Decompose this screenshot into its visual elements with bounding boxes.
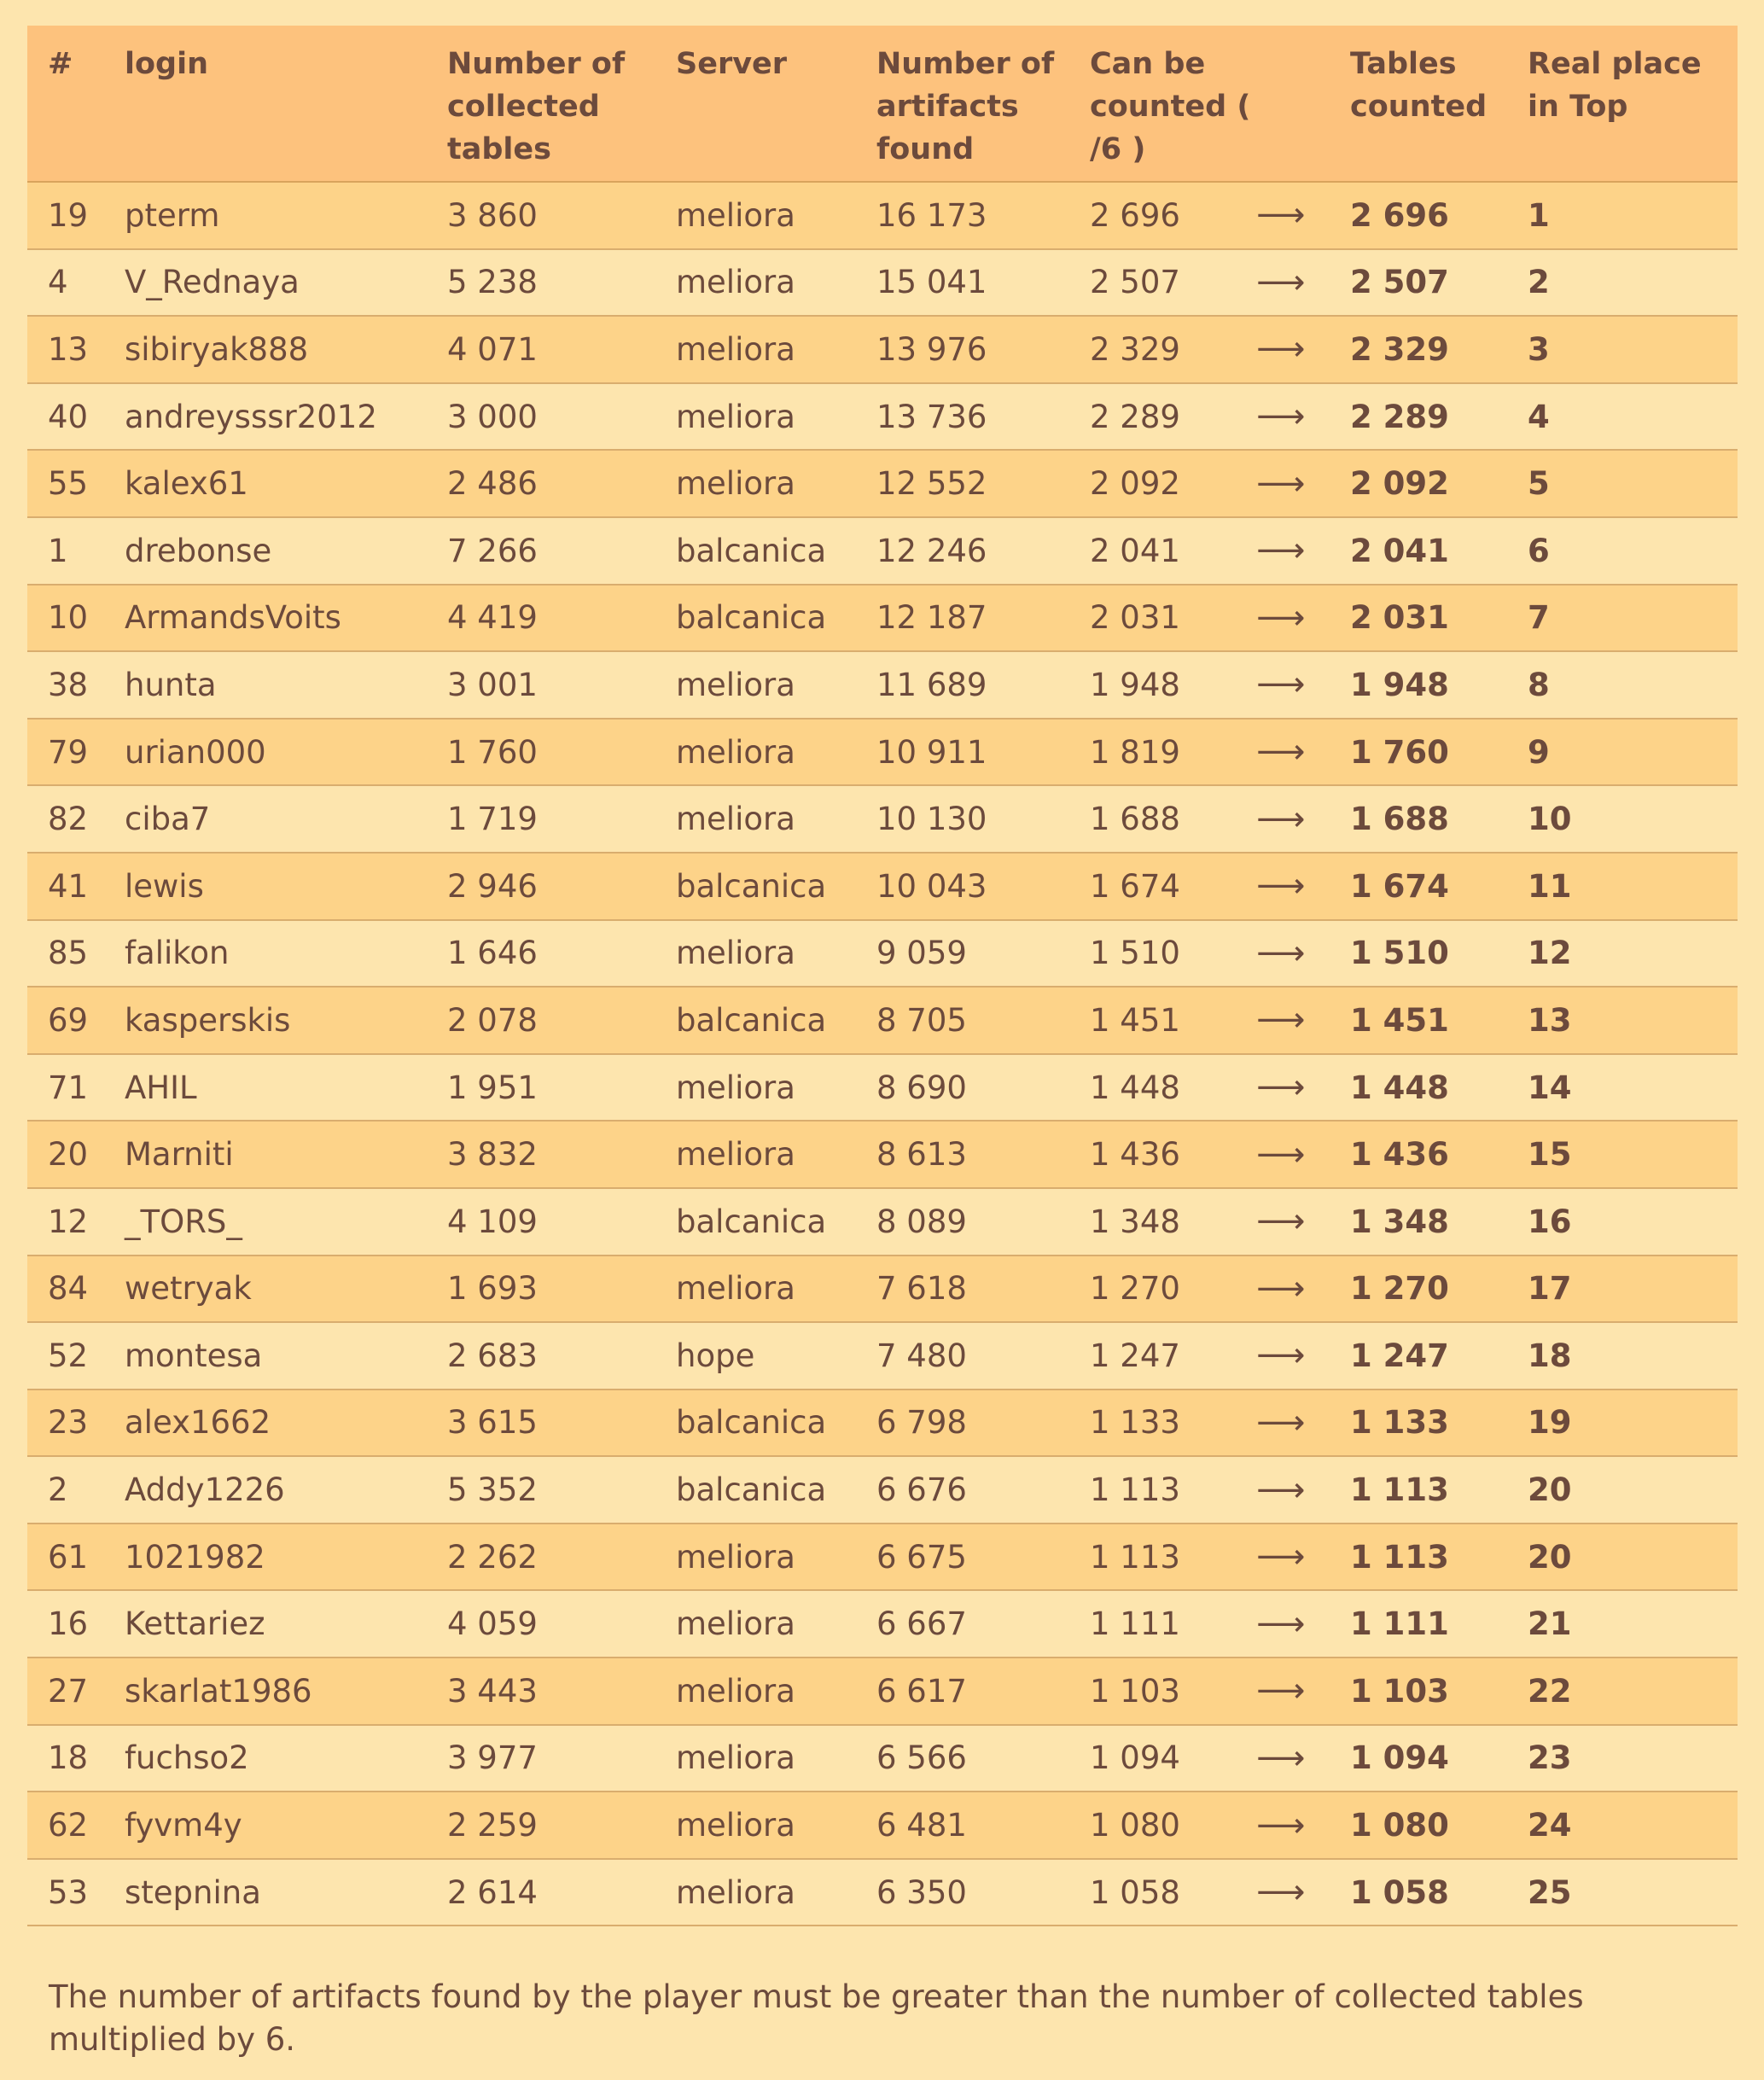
- can-be-counted: 2 031: [1090, 585, 1256, 652]
- artifacts-found: 10 043: [876, 853, 1090, 920]
- row-number: 27: [27, 1658, 125, 1725]
- table-row: [27, 719, 1738, 786]
- login: drebonse: [125, 517, 447, 585]
- can-be-counted: 2 329: [1090, 316, 1256, 383]
- tables-counted: 1 760: [1350, 719, 1528, 786]
- can-be-counted: 1 113: [1090, 1524, 1256, 1591]
- real-place: 5: [1528, 450, 1738, 517]
- tables-counted: 1 111: [1350, 1590, 1528, 1658]
- login: ciba7: [125, 785, 447, 853]
- server: meliora: [676, 1256, 876, 1323]
- tables-counted: 1 448: [1350, 1054, 1528, 1122]
- table-row: [27, 1725, 1738, 1792]
- arrow-icon: ⟶: [1256, 719, 1350, 786]
- login: stepnina: [125, 1859, 447, 1926]
- server: meliora: [676, 1054, 876, 1122]
- column-header: Tables counted: [1350, 26, 1528, 182]
- artifacts-found: 7 480: [876, 1322, 1090, 1390]
- server: meliora: [676, 651, 876, 719]
- table-row: [27, 1456, 1738, 1524]
- row-number: 85: [27, 920, 125, 988]
- can-be-counted: 1 111: [1090, 1590, 1256, 1658]
- collected-tables: 5 352: [447, 1456, 676, 1524]
- collected-tables: 1 951: [447, 1054, 676, 1122]
- row-number: 61: [27, 1524, 125, 1591]
- artifacts-found: 8 089: [876, 1188, 1090, 1256]
- arrow-icon: ⟶: [1256, 651, 1350, 719]
- table-row: [27, 1524, 1738, 1591]
- row-number: 41: [27, 853, 125, 920]
- collected-tables: 1 760: [447, 719, 676, 786]
- column-header: Can be counted ( /6 ): [1090, 26, 1256, 182]
- collected-tables: 2 683: [447, 1322, 676, 1390]
- artifacts-found: 6 676: [876, 1456, 1090, 1524]
- server: meliora: [676, 719, 876, 786]
- table-row: [27, 1121, 1738, 1188]
- real-place: 20: [1528, 1456, 1738, 1524]
- collected-tables: 7 266: [447, 517, 676, 585]
- table-row: [27, 920, 1738, 988]
- collected-tables: 2 262: [447, 1524, 676, 1591]
- collected-tables: 4 419: [447, 585, 676, 652]
- login: sibiryak888: [125, 316, 447, 383]
- artifacts-found: 15 041: [876, 249, 1090, 317]
- arrow-icon: ⟶: [1256, 1256, 1350, 1323]
- real-place: 20: [1528, 1524, 1738, 1591]
- tables-counted: 1 510: [1350, 920, 1528, 988]
- table-row: [27, 1188, 1738, 1256]
- can-be-counted: 2 289: [1090, 383, 1256, 451]
- row-number: 16: [27, 1590, 125, 1658]
- server: balcanica: [676, 1390, 876, 1457]
- arrow-icon: ⟶: [1256, 920, 1350, 988]
- arrow-icon: ⟶: [1256, 1658, 1350, 1725]
- arrow-icon: ⟶: [1256, 785, 1350, 853]
- tables-counted: 2 041: [1350, 517, 1528, 585]
- can-be-counted: 1 674: [1090, 853, 1256, 920]
- column-header: Server: [676, 26, 876, 182]
- arrow-icon: ⟶: [1256, 517, 1350, 585]
- login: kalex61: [125, 450, 447, 517]
- can-be-counted: 1 348: [1090, 1188, 1256, 1256]
- real-place: 10: [1528, 785, 1738, 853]
- column-header: Number of collected tables: [447, 26, 676, 182]
- collected-tables: 2 078: [447, 987, 676, 1054]
- table-row: [27, 450, 1738, 517]
- artifacts-found: 6 798: [876, 1390, 1090, 1457]
- artifacts-found: 10 911: [876, 719, 1090, 786]
- footnote: The number of artifacts found by the player must be greater than the number of collected tables multiplied by 6.: [49, 1978, 1584, 2058]
- can-be-counted: 1 688: [1090, 785, 1256, 853]
- table-row: [27, 1590, 1738, 1658]
- real-place: 21: [1528, 1590, 1738, 1658]
- artifacts-found: 8 690: [876, 1054, 1090, 1122]
- row-number: 12: [27, 1188, 125, 1256]
- table-body: [27, 182, 1738, 1926]
- real-place: 14: [1528, 1054, 1738, 1122]
- server: balcanica: [676, 853, 876, 920]
- server: balcanica: [676, 987, 876, 1054]
- real-place: 15: [1528, 1121, 1738, 1188]
- tables-counted: 1 058: [1350, 1859, 1528, 1926]
- real-place: 9: [1528, 719, 1738, 786]
- login: AHIL: [125, 1054, 447, 1122]
- artifacts-found: 10 130: [876, 785, 1090, 853]
- can-be-counted: 1 058: [1090, 1859, 1256, 1926]
- table-row: [27, 182, 1738, 249]
- login: 1021982: [125, 1524, 447, 1591]
- table-row: [27, 1054, 1738, 1122]
- row-number: 69: [27, 987, 125, 1054]
- collected-tables: 3 443: [447, 1658, 676, 1725]
- collected-tables: 3 977: [447, 1725, 676, 1792]
- tables-counted: 1 080: [1350, 1792, 1528, 1859]
- header-row: [27, 26, 1738, 182]
- table-row: [27, 1322, 1738, 1390]
- can-be-counted: 2 092: [1090, 450, 1256, 517]
- tables-counted: 1 674: [1350, 853, 1528, 920]
- arrow-icon: ⟶: [1256, 1792, 1350, 1859]
- can-be-counted: 1 103: [1090, 1658, 1256, 1725]
- tables-counted: 1 688: [1350, 785, 1528, 853]
- row-number: 71: [27, 1054, 125, 1122]
- real-place: 1: [1528, 182, 1738, 249]
- tables-counted: 1 113: [1350, 1524, 1528, 1591]
- server: meliora: [676, 383, 876, 451]
- row-number: 38: [27, 651, 125, 719]
- row-number: 19: [27, 182, 125, 249]
- real-place: 16: [1528, 1188, 1738, 1256]
- real-place: 23: [1528, 1725, 1738, 1792]
- real-place: 6: [1528, 517, 1738, 585]
- artifacts-found: 12 552: [876, 450, 1090, 517]
- real-place: 2: [1528, 249, 1738, 317]
- table-row: [27, 651, 1738, 719]
- can-be-counted: 1 510: [1090, 920, 1256, 988]
- row-number: 79: [27, 719, 125, 786]
- table-row: [27, 987, 1738, 1054]
- table-row: [27, 1792, 1738, 1859]
- table-row: [27, 1256, 1738, 1323]
- collected-tables: 1 646: [447, 920, 676, 988]
- real-place: 3: [1528, 316, 1738, 383]
- can-be-counted: 1 819: [1090, 719, 1256, 786]
- login: Marniti: [125, 1121, 447, 1188]
- real-place: 19: [1528, 1390, 1738, 1457]
- arrow-icon: ⟶: [1256, 450, 1350, 517]
- row-number: 10: [27, 585, 125, 652]
- can-be-counted: 1 094: [1090, 1725, 1256, 1792]
- artifacts-found: 6 350: [876, 1859, 1090, 1926]
- tables-counted: 2 696: [1350, 182, 1528, 249]
- arrow-icon: ⟶: [1256, 182, 1350, 249]
- row-number: 13: [27, 316, 125, 383]
- table-row: [27, 1658, 1738, 1725]
- arrow-icon: ⟶: [1256, 249, 1350, 317]
- server: meliora: [676, 450, 876, 517]
- column-header: login: [125, 26, 447, 182]
- rating-table: [27, 26, 1738, 1926]
- login: urian000: [125, 719, 447, 786]
- login: falikon: [125, 920, 447, 988]
- tables-counted: 2 289: [1350, 383, 1528, 451]
- row-number: 52: [27, 1322, 125, 1390]
- server: meliora: [676, 1121, 876, 1188]
- login: pterm: [125, 182, 447, 249]
- tables-counted: 1 451: [1350, 987, 1528, 1054]
- tables-counted: 1 348: [1350, 1188, 1528, 1256]
- can-be-counted: 1 133: [1090, 1390, 1256, 1457]
- artifacts-found: 12 246: [876, 517, 1090, 585]
- artifacts-found: 6 617: [876, 1658, 1090, 1725]
- table-row: [27, 249, 1738, 317]
- tables-counted: 2 329: [1350, 316, 1528, 383]
- login: Kettariez: [125, 1590, 447, 1658]
- arrow-icon: ⟶: [1256, 1121, 1350, 1188]
- can-be-counted: 2 507: [1090, 249, 1256, 317]
- collected-tables: 3 832: [447, 1121, 676, 1188]
- login: alex1662: [125, 1390, 447, 1457]
- table-row: [27, 316, 1738, 383]
- can-be-counted: 2 041: [1090, 517, 1256, 585]
- artifacts-found: 8 613: [876, 1121, 1090, 1188]
- artifacts-found: 6 566: [876, 1725, 1090, 1792]
- artifacts-found: 7 618: [876, 1256, 1090, 1323]
- real-place: 4: [1528, 383, 1738, 451]
- login: wetryak: [125, 1256, 447, 1323]
- collected-tables: 2 614: [447, 1859, 676, 1926]
- collected-tables: 2 946: [447, 853, 676, 920]
- arrow-icon: ⟶: [1256, 1524, 1350, 1591]
- table-row: [27, 853, 1738, 920]
- arrow-icon: ⟶: [1256, 585, 1350, 652]
- collected-tables: 3 860: [447, 182, 676, 249]
- tables-counted: 1 270: [1350, 1256, 1528, 1323]
- login: _TORS_: [125, 1188, 447, 1256]
- table-row: [27, 517, 1738, 585]
- server: balcanica: [676, 585, 876, 652]
- artifacts-found: 6 481: [876, 1792, 1090, 1859]
- tables-counted: 1 103: [1350, 1658, 1528, 1725]
- row-number: 20: [27, 1121, 125, 1188]
- collected-tables: 5 238: [447, 249, 676, 317]
- login: lewis: [125, 853, 447, 920]
- real-place: 18: [1528, 1322, 1738, 1390]
- collected-tables: 3 000: [447, 383, 676, 451]
- tables-counted: 1 948: [1350, 651, 1528, 719]
- artifacts-found: 8 705: [876, 987, 1090, 1054]
- tables-counted: 1 094: [1350, 1725, 1528, 1792]
- login: kasperskis: [125, 987, 447, 1054]
- artifacts-found: 9 059: [876, 920, 1090, 988]
- arrow-icon: ⟶: [1256, 987, 1350, 1054]
- real-place: 11: [1528, 853, 1738, 920]
- table-row: [27, 1859, 1738, 1926]
- server: meliora: [676, 316, 876, 383]
- row-number: 23: [27, 1390, 125, 1457]
- arrow-icon: ⟶: [1256, 1322, 1350, 1390]
- artifacts-found: 13 976: [876, 316, 1090, 383]
- collected-tables: 2 259: [447, 1792, 676, 1859]
- can-be-counted: 1 948: [1090, 651, 1256, 719]
- arrow-icon: ⟶: [1256, 1188, 1350, 1256]
- table-header: [27, 26, 1738, 182]
- can-be-counted: 1 436: [1090, 1121, 1256, 1188]
- server: meliora: [676, 1590, 876, 1658]
- row-number: 55: [27, 450, 125, 517]
- real-place: 17: [1528, 1256, 1738, 1323]
- tables-counted: 2 507: [1350, 249, 1528, 317]
- real-place: 8: [1528, 651, 1738, 719]
- table-row: [27, 785, 1738, 853]
- server: hope: [676, 1322, 876, 1390]
- can-be-counted: 1 270: [1090, 1256, 1256, 1323]
- real-place: 12: [1528, 920, 1738, 988]
- server: meliora: [676, 1792, 876, 1859]
- login: ArmandsVoits: [125, 585, 447, 652]
- arrow-icon: ⟶: [1256, 1456, 1350, 1524]
- artifacts-found: 6 675: [876, 1524, 1090, 1591]
- artifacts-found: 11 689: [876, 651, 1090, 719]
- server: balcanica: [676, 517, 876, 585]
- tables-counted: 1 247: [1350, 1322, 1528, 1390]
- row-number: 4: [27, 249, 125, 317]
- can-be-counted: 1 080: [1090, 1792, 1256, 1859]
- tables-counted: 2 031: [1350, 585, 1528, 652]
- column-header: #: [27, 26, 125, 182]
- arrow-icon: ⟶: [1256, 1859, 1350, 1926]
- row-number: 40: [27, 383, 125, 451]
- arrow-icon: ⟶: [1256, 383, 1350, 451]
- login: Addy1226: [125, 1456, 447, 1524]
- login: andreysssr2012: [125, 383, 447, 451]
- arrow-icon: ⟶: [1256, 1390, 1350, 1457]
- server: meliora: [676, 1725, 876, 1792]
- collected-tables: 4 109: [447, 1188, 676, 1256]
- real-place: 24: [1528, 1792, 1738, 1859]
- server: balcanica: [676, 1456, 876, 1524]
- real-place: 7: [1528, 585, 1738, 652]
- arrow-icon: ⟶: [1256, 853, 1350, 920]
- arrow-icon: ⟶: [1256, 1054, 1350, 1122]
- arrow-icon: ⟶: [1256, 1725, 1350, 1792]
- login: fyvm4y: [125, 1792, 447, 1859]
- collected-tables: 3 001: [447, 651, 676, 719]
- table-row: [27, 585, 1738, 652]
- can-be-counted: 1 113: [1090, 1456, 1256, 1524]
- row-number: 53: [27, 1859, 125, 1926]
- column-header: Number of artifacts found: [876, 26, 1090, 182]
- can-be-counted: 1 451: [1090, 987, 1256, 1054]
- artifacts-found: 12 187: [876, 585, 1090, 652]
- artifacts-found: 16 173: [876, 182, 1090, 249]
- login: skarlat1986: [125, 1658, 447, 1725]
- column-header: Real place in Top: [1528, 26, 1738, 182]
- artifacts-found: 13 736: [876, 383, 1090, 451]
- server: meliora: [676, 249, 876, 317]
- collected-tables: 2 486: [447, 450, 676, 517]
- collected-tables: 1 693: [447, 1256, 676, 1323]
- tables-counted: 1 113: [1350, 1456, 1528, 1524]
- collected-tables: 4 059: [447, 1590, 676, 1658]
- row-number: 82: [27, 785, 125, 853]
- column-header: [1256, 26, 1350, 182]
- real-place: 25: [1528, 1859, 1738, 1926]
- row-number: 84: [27, 1256, 125, 1323]
- arrow-icon: ⟶: [1256, 316, 1350, 383]
- can-be-counted: 2 696: [1090, 182, 1256, 249]
- server: meliora: [676, 920, 876, 988]
- tables-counted: 1 133: [1350, 1390, 1528, 1457]
- can-be-counted: 1 247: [1090, 1322, 1256, 1390]
- server: meliora: [676, 785, 876, 853]
- real-place: 22: [1528, 1658, 1738, 1725]
- login: fuchso2: [125, 1725, 447, 1792]
- row-number: 18: [27, 1725, 125, 1792]
- collected-tables: 3 615: [447, 1390, 676, 1457]
- tables-counted: 2 092: [1350, 450, 1528, 517]
- server: balcanica: [676, 1188, 876, 1256]
- server: meliora: [676, 1658, 876, 1725]
- row-number: 62: [27, 1792, 125, 1859]
- row-number: 1: [27, 517, 125, 585]
- collected-tables: 1 719: [447, 785, 676, 853]
- table-row: [27, 383, 1738, 451]
- artifacts-found: 6 667: [876, 1590, 1090, 1658]
- login: montesa: [125, 1322, 447, 1390]
- can-be-counted: 1 448: [1090, 1054, 1256, 1122]
- real-place: 13: [1528, 987, 1738, 1054]
- table-row: [27, 1390, 1738, 1457]
- login: hunta: [125, 651, 447, 719]
- row-number: 2: [27, 1456, 125, 1524]
- login: V_Rednaya: [125, 249, 447, 317]
- collected-tables: 4 071: [447, 316, 676, 383]
- rating-table-container: [27, 26, 1738, 1926]
- server: meliora: [676, 1524, 876, 1591]
- server: meliora: [676, 182, 876, 249]
- tables-counted: 1 436: [1350, 1121, 1528, 1188]
- arrow-icon: ⟶: [1256, 1590, 1350, 1658]
- server: meliora: [676, 1859, 876, 1926]
